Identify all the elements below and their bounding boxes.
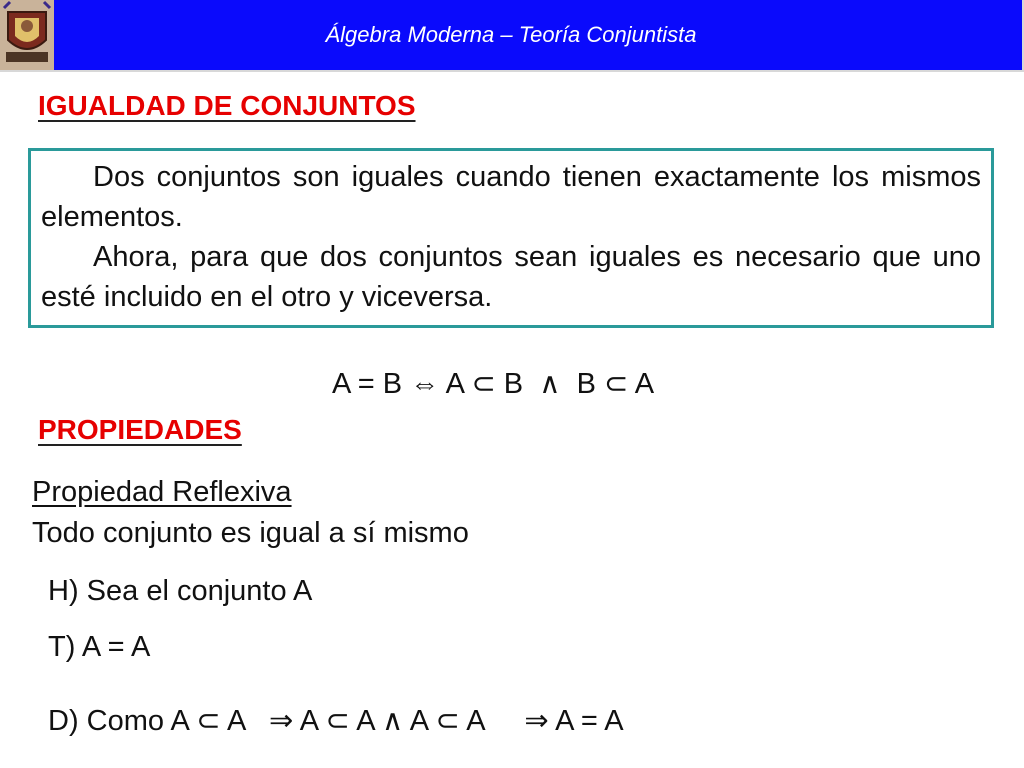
section-title-igualdad: IGUALDAD DE CONJUNTOS: [38, 90, 416, 121]
equality-formula: A = B ⇔ A ⊂ B ∧ B ⊂ A: [332, 368, 655, 400]
definition-box: [28, 148, 994, 328]
definition-paragraph-2: Ahora, para que dos conjuntos sean iguales es necesario que uno esté incluido en el otro y viceversa.: [41, 241, 981, 313]
property-name: Propiedad Reflexiva: [32, 476, 292, 508]
thesis-line: T) A = A: [48, 631, 151, 663]
proof-line: D) Como A ⊂ A ⇒ A ⊂ A ∧ A ⊂ A ⇒ A = A: [48, 705, 624, 737]
page-header-title: Álgebra Moderna – Teoría Conjuntista: [325, 22, 697, 47]
property-statement: Todo conjunto es igual a sí mismo: [32, 517, 469, 549]
hypothesis-line: H) Sea el conjunto A: [48, 575, 313, 607]
header-bar: [0, 0, 1024, 72]
section-title-propiedades: PROPIEDADES: [38, 414, 242, 445]
definition-paragraph-1: Dos conjuntos son iguales cuando tienen exactamente los mismos elementos.: [41, 161, 981, 233]
